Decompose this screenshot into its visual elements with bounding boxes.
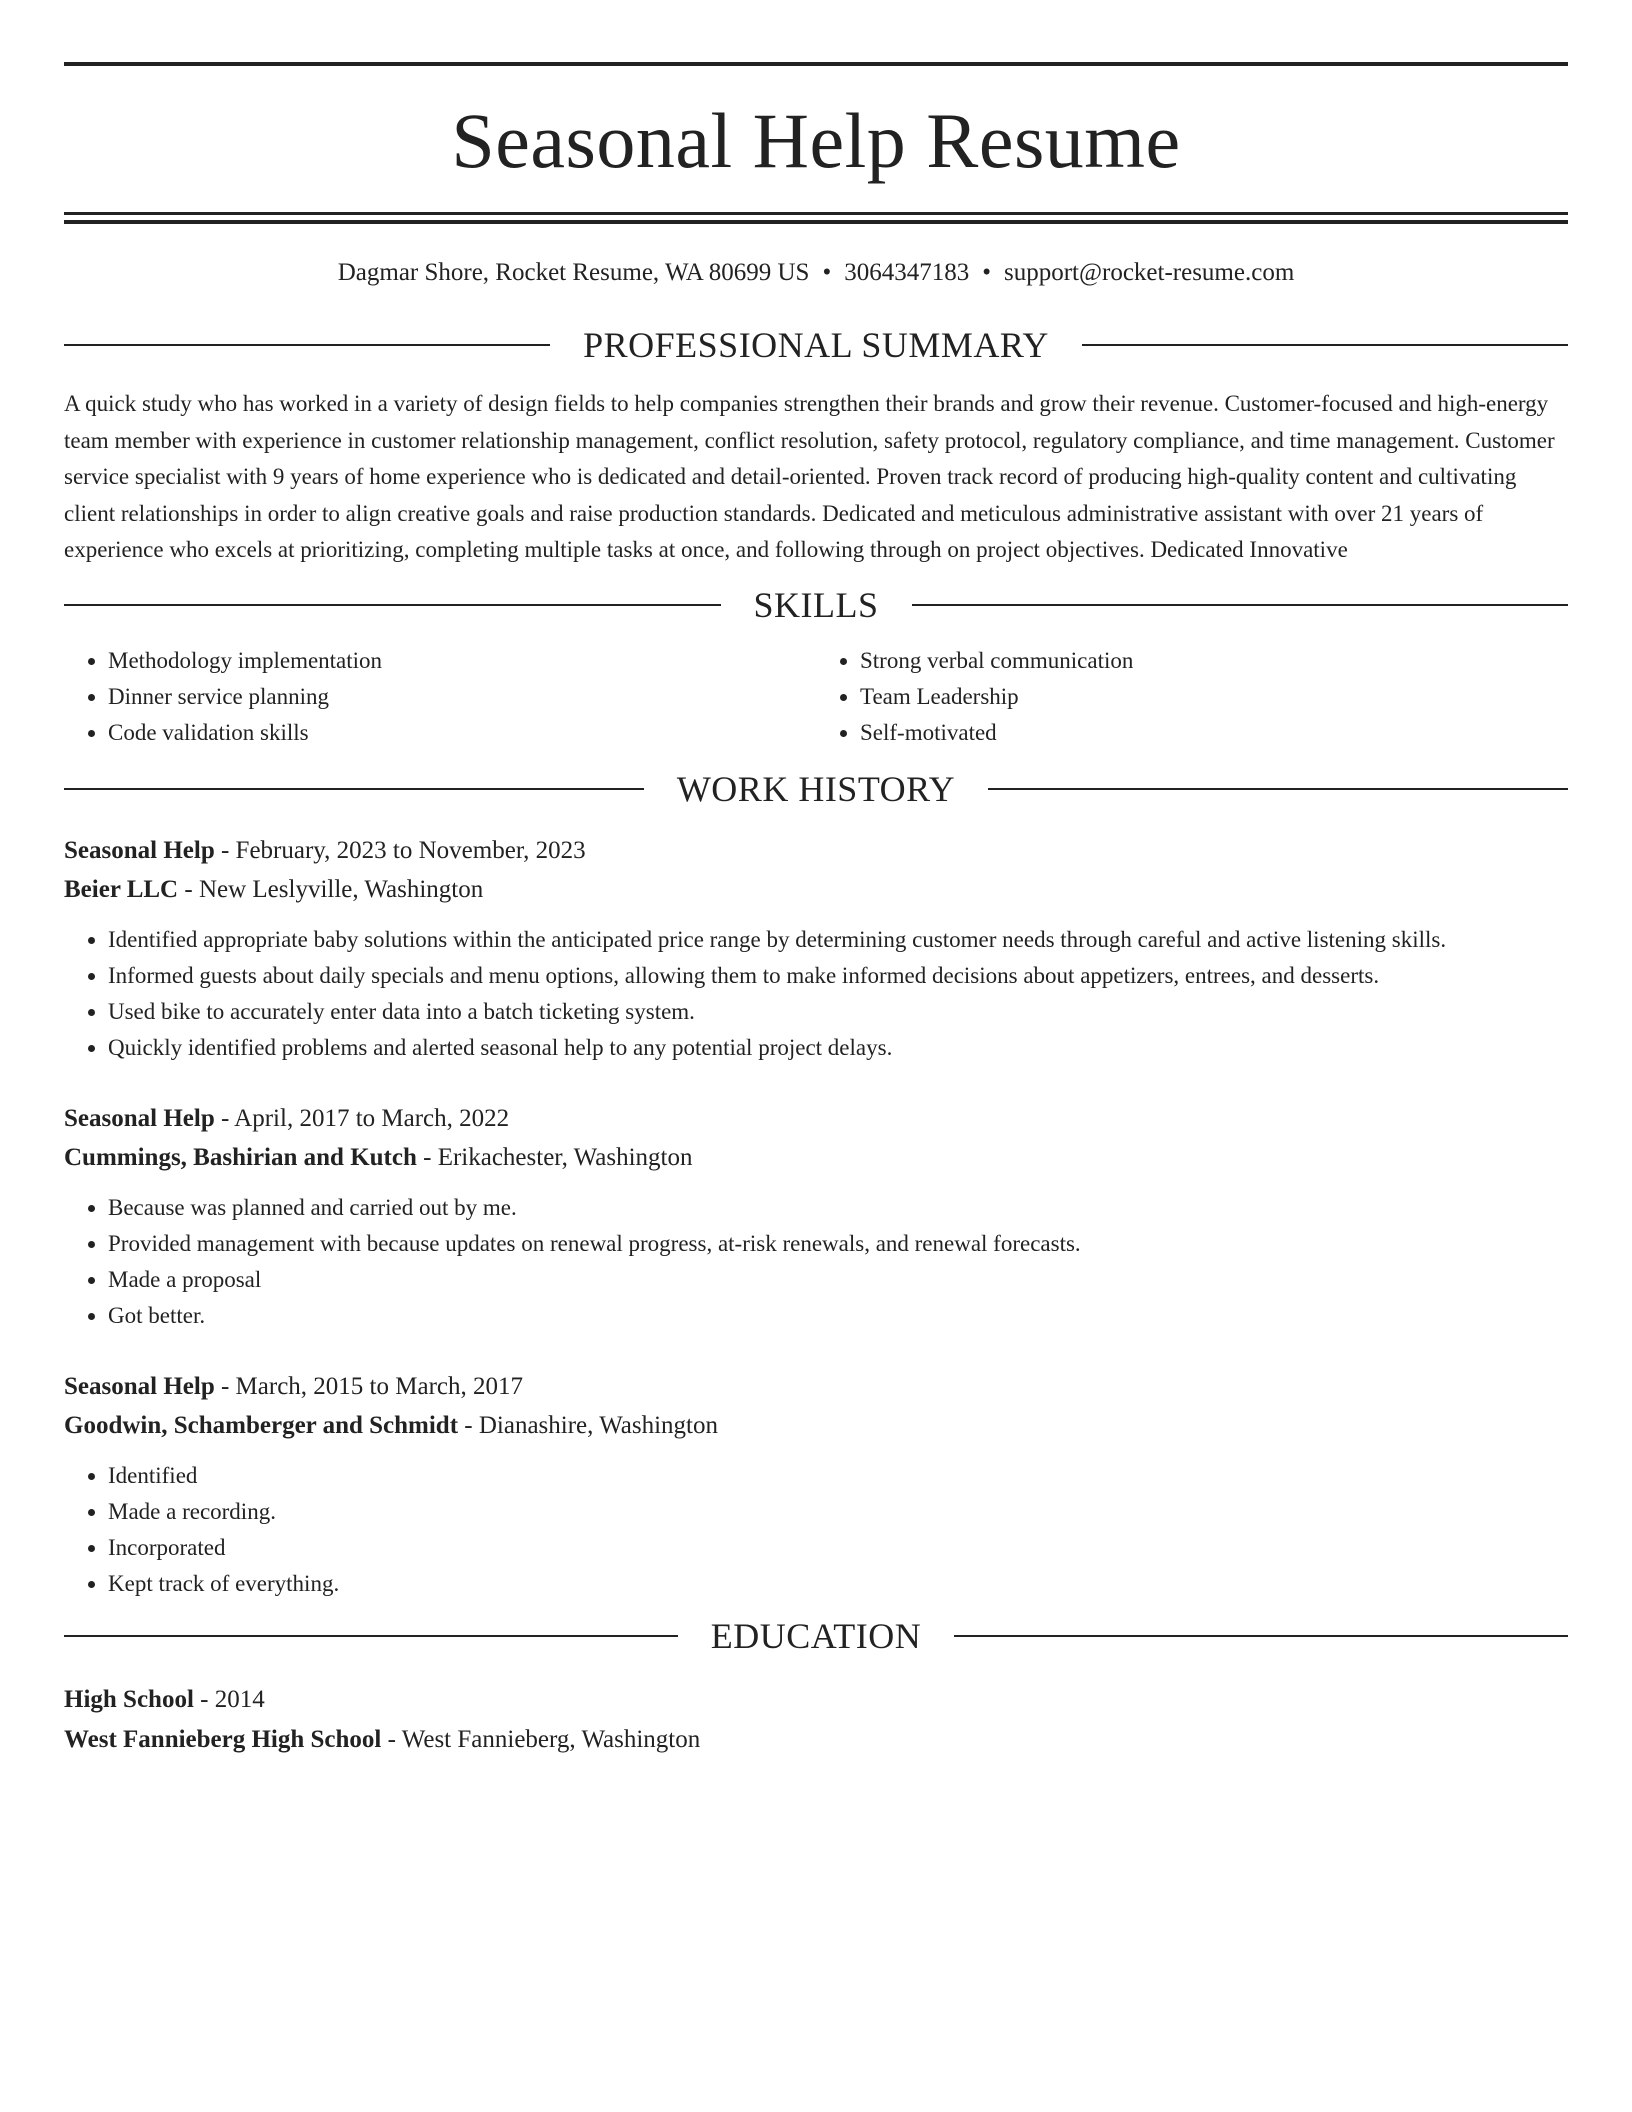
job-company-line (64, 877, 1568, 902)
job-bullet: • Got better. (108, 1298, 1568, 1334)
skill-item: • Methodology implementation (108, 643, 816, 679)
heading-rule-left (64, 1635, 678, 1637)
heading-rule-left (64, 788, 644, 790)
job-bullet: • Quickly identified problems and alerted seasonal help to any potential project delays. (108, 1030, 1568, 1066)
skill-item: • Self-motivated (860, 715, 1568, 751)
job-title: Seasonal Help (64, 1372, 215, 1400)
heading-rule-left (64, 344, 550, 346)
summary-heading-label: PROFESSIONAL SUMMARY (583, 325, 1049, 365)
job-dates: - March, 2015 to March, 2017 (214, 1372, 523, 1400)
title-double-rule (64, 212, 1568, 224)
education-school-line (64, 1727, 1568, 1752)
skills-column-left (64, 643, 816, 751)
skills-list (64, 643, 1568, 751)
education-heading-label: EDUCATION (710, 1615, 922, 1656)
work-section-heading (64, 768, 1568, 809)
heading-rule-right (954, 1635, 1568, 1637)
job-bullet: • Provided management with because updates on renewal progress, at-risk renewals, and renewal forecasts. (108, 1226, 1568, 1262)
job-location: - Dianashire, Washington (458, 1411, 719, 1439)
job-bullet: • Incorporated (108, 1530, 1568, 1566)
job-bullet: • Used bike to accurately enter data into a batch ticketing system. (108, 994, 1568, 1030)
job-title: Seasonal Help (64, 836, 215, 864)
skill-item: • Team Leadership (860, 679, 1568, 715)
job-bullet: • Because was planned and carried out by me. (108, 1190, 1568, 1226)
education-year: - 2014 (193, 1685, 265, 1713)
skills-column-right (816, 643, 1568, 751)
summary-section-heading (64, 327, 1568, 363)
job-bullets (64, 1458, 1568, 1602)
job-location: - Erikachester, Washington (416, 1143, 693, 1171)
education-section-heading (64, 1615, 1568, 1656)
job-dates: - April, 2017 to March, 2022 (214, 1104, 510, 1132)
job-title-line (64, 1374, 1568, 1399)
job-bullet: • Identified (108, 1458, 1568, 1494)
job-bullets (64, 1190, 1568, 1334)
top-rule (64, 62, 1568, 66)
job-title: Seasonal Help (64, 1104, 215, 1132)
job-title-line (64, 838, 1568, 863)
contact-separator: • (982, 259, 991, 286)
skills-section-heading (64, 584, 1568, 625)
heading-rule-left (64, 604, 721, 606)
resume-title: Seasonal Help Resume (451, 97, 1181, 184)
education-location: - West Fannieberg, Washington (381, 1725, 701, 1753)
education-school: West Fannieberg High School (64, 1725, 382, 1753)
skill-item: • Dinner service planning (108, 679, 816, 715)
job-entry (64, 1374, 1568, 1602)
job-bullets (64, 922, 1568, 1066)
job-entry (64, 838, 1568, 1066)
skill-item: • Strong verbal communication (860, 643, 1568, 679)
education-degree: High School (64, 1685, 194, 1713)
job-bullet: • Kept track of everything. (108, 1566, 1568, 1602)
job-company: Goodwin, Schamberger and Schmidt (64, 1411, 459, 1439)
skill-item: • Code validation skills (108, 715, 816, 751)
job-company-line (64, 1145, 1568, 1170)
job-entry (64, 1106, 1568, 1334)
job-bullet: • Informed guests about daily specials and menu options, allowing them to make informed decisions about appetizers, entrees, and desserts. (108, 958, 1568, 994)
heading-rule-right (1082, 344, 1568, 346)
education-degree-line (64, 1687, 1568, 1712)
job-dates: - February, 2023 to November, 2023 (214, 836, 586, 864)
job-company-line (64, 1413, 1568, 1438)
job-bullet: • Made a recording. (108, 1494, 1568, 1530)
contact-line (64, 260, 1568, 285)
contact-phone: 3064347183 (844, 259, 970, 286)
job-title-line (64, 1106, 1568, 1131)
contact-address: Dagmar Shore, Rocket Resume, WA 80699 US (337, 259, 810, 286)
job-company: Beier LLC (64, 875, 179, 903)
job-bullet: • Identified appropriate baby solutions within the anticipated price range by determining customer needs through careful and active listening skills. (108, 922, 1568, 958)
heading-rule-right (988, 788, 1568, 790)
heading-rule-right (912, 604, 1569, 606)
education-entry (64, 1687, 1568, 1752)
skills-heading-label: SKILLS (753, 584, 879, 625)
contact-separator: • (822, 259, 832, 286)
summary-text: A quick study who has worked in a variety of design fields to help companies strengthen their brands and grow their revenue. Customer-focused and high-energy team member with experience in customer relationship management, conflict resolution, safety protocol, regulatory compliance, and time management. Customer service specialist with 9 years of home experience who is dedicated and detail-oriented. Proven track record of producing high-quality content and cultivating client relationships in order to align creative goals and raise production standards. Dedicated and meticulous administrative assistant with over 21 years of experience who excels at prioritizing, completing multiple tasks at once, and following through on project objectives. Dedicated Innovative (64, 391, 1555, 562)
job-location: - New Leslyville, Washington (178, 875, 484, 903)
contact-email: support@rocket-resume.com (1003, 259, 1295, 286)
job-bullet: • Made a proposal (108, 1262, 1568, 1298)
work-heading-label: WORK HISTORY (676, 768, 956, 809)
job-company: Cummings, Bashirian and Kutch (64, 1143, 417, 1171)
